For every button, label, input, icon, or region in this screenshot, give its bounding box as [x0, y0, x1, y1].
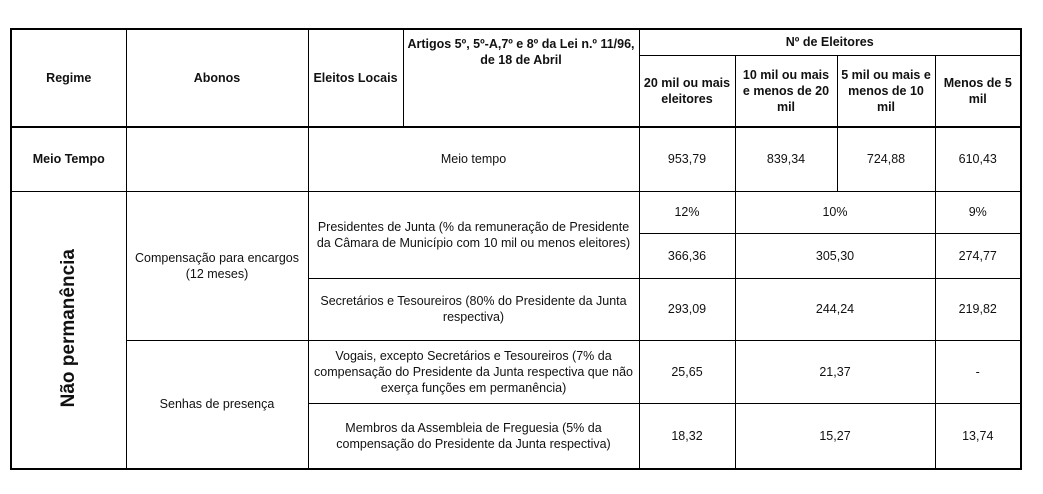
presidentes-pct: 12%: [639, 191, 735, 233]
header-eleitos-locais: Eleitos Locais: [308, 29, 403, 127]
membros-valor: 18,32: [639, 403, 735, 469]
regime-meio-tempo: Meio Tempo: [11, 127, 126, 191]
meio-tempo-value: 953,79: [639, 127, 735, 191]
secretarios-tesoureiros: Secretários e Tesoureiros (80% do Presidente da Junta respectiva): [308, 278, 639, 340]
presidentes-pct: 9%: [935, 191, 1021, 233]
meio-tempo-descricao: Meio tempo: [308, 127, 639, 191]
presidentes-valor: 274,77: [935, 233, 1021, 278]
regime-nao-permanencia: [11, 191, 126, 469]
secretarios-valor: 219,82: [935, 278, 1021, 340]
presidentes-valor: 305,30: [735, 233, 935, 278]
abono-compensacao: Compensação para encargos (12 meses): [126, 191, 308, 340]
presidentes-pct: 10%: [735, 191, 935, 233]
vogais-valor: 21,37: [735, 340, 935, 403]
membros-valor: 13,74: [935, 403, 1021, 469]
regime-nao-permanencia-label: Não permanência: [57, 248, 79, 407]
header-n-eleitores: Nº de Eleitores: [639, 29, 1021, 55]
header-regime: Regime: [11, 29, 126, 127]
secretarios-valor: 293,09: [639, 278, 735, 340]
remuneration-table: [10, 28, 1022, 470]
vogais-valor: 25,65: [639, 340, 735, 403]
remuneration-table-page: [10, 28, 1022, 470]
header-abonos: Abonos: [126, 29, 308, 127]
header-col-5mil: 5 mil ou mais e menos de 10 mil: [837, 55, 935, 127]
header-col-menos5mil: Menos de 5 mil: [935, 55, 1021, 127]
header-col-20mil: 20 mil ou mais eleitores: [639, 55, 735, 127]
meio-tempo-value: 724,88: [837, 127, 935, 191]
membros-valor: 15,27: [735, 403, 935, 469]
meio-tempo-value: 839,34: [735, 127, 837, 191]
vogais: Vogais, excepto Secretários e Tesoureiros (7% da compensação do Presidente da Junta respectiva que não exerça funções em permanência): [308, 340, 639, 403]
vogais-valor: -: [935, 340, 1021, 403]
meio-tempo-value: 610,43: [935, 127, 1021, 191]
presidentes-valor: 366,36: [639, 233, 735, 278]
presidentes-de-junta: Presidentes de Junta (% da remuneração de Presidente da Câmara de Município com 10 mil ou menos eleitores): [308, 191, 639, 278]
membros-assembleia: Membros da Assembleia de Freguesia (5% da compensação do Presidente da Junta respectiva): [308, 403, 639, 469]
header-col-10mil: 10 mil ou mais e menos de 20 mil: [735, 55, 837, 127]
secretarios-valor: 244,24: [735, 278, 935, 340]
abono-senhas-presenca: Senhas de presença: [126, 340, 308, 469]
abonos-empty: [126, 127, 308, 191]
header-artigos: Artigos 5º, 5º-A,7º e 8º da Lei n.º 11/96, de 18 de Abril: [403, 29, 639, 127]
